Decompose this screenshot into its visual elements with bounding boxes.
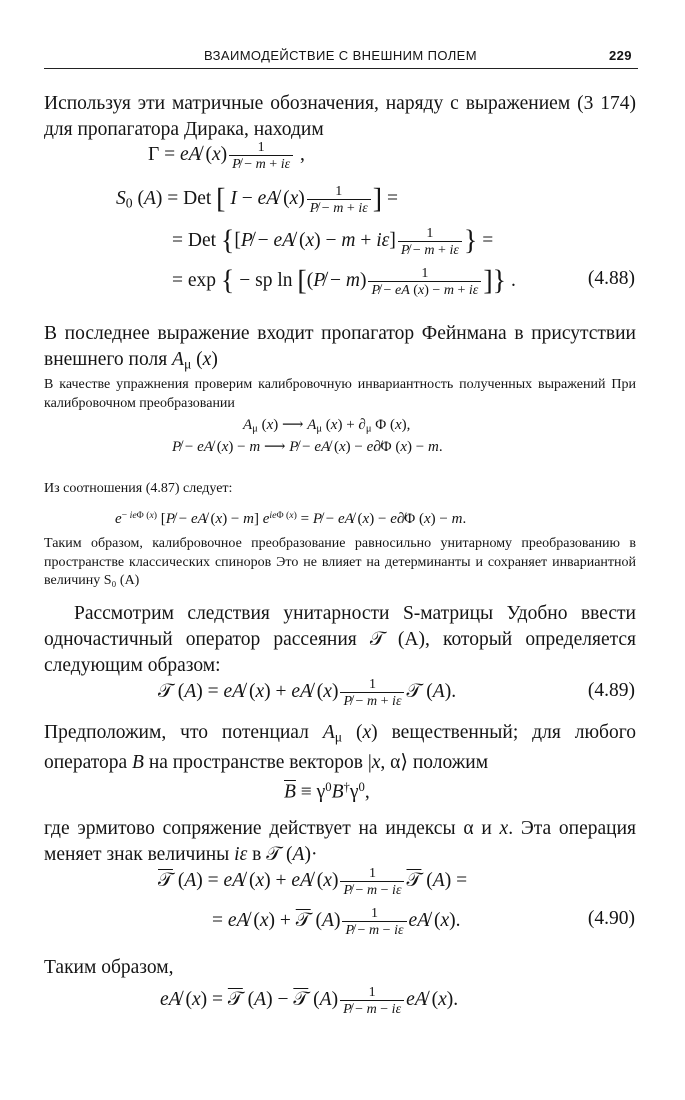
equation-gauge-line1: $A_\mu$ (x) ⟶ $A_\mu$ $(x) + \partial_\mu$ Φ (x),: [243, 417, 411, 435]
equation-gauge-relation: $e^{- ie\Phi (x)}$ [P̸ − eA̸ (x) − m] $e^{ie\Phi (x)}$ = P̸ − eA̸ (x) − e∂̸Φ (x) − m.: [115, 510, 467, 527]
equation-t-bar-line2: = eA̸ (x) + 𝒯 (A) $\frac{1}{P̸ - m - i\varepsilon}$ eA̸ (x).: [212, 905, 461, 938]
equation-b-bar: $\overline{B} \equiv \gamma^0B^\dagger\gamma^0$,: [284, 780, 370, 803]
equation-t-bar-line1: 𝒯 (A) = eA̸ (x) + eA̸ (x) $\frac{1}{P̸ - m - i\varepsilon}$ 𝒯 (A) =: [158, 865, 468, 898]
small-paragraph-3: Таким образом, калибровочное преобразование равносильно унитарному преобразованию в пространстве классических спиноров Это не влияет на детерминанты и сохраняет инвариантной величину S₀ (A): [44, 536, 636, 588]
equation-gauge-line2: P̸ − eA̸ (x) − m ⟶ P̸ − eA̸ (x) − e∂̸Φ (x) − m.: [172, 439, 443, 455]
paragraph-3: Рассмотрим следствия унитарности S-матрицы Удобно ввести одночастичный оператор рассеяния 𝒯 (A), который определяется следующим образом:: [44, 603, 636, 676]
small-paragraph-2: Из соотношения (4.87) следует:: [44, 481, 233, 496]
equation-s0-line3: = exp { − sp ln [(P̸ − m) $\frac{1}{P̸ - eA (x) - m + i\varepsilon}$ ]} .: [172, 265, 516, 298]
equation-tag-4-90: (4.90): [587, 908, 635, 929]
small-paragraph-1: В качестве упражнения проверим калибровочную инвариантность полученных выражений При калибровочном преобразовании: [44, 377, 636, 411]
paragraph-6: Таким образом,: [44, 957, 174, 978]
page-number: 229: [609, 48, 632, 63]
paragraph-1: Используя эти матричные обозначения, наряду с выражением (3 174) для пропагатора Дирака, находим: [44, 93, 636, 140]
paragraph-4: Предположим, что потенциал $A_\mu$ (x) вещественный; для любого оператора B на пространстве векторов |x, α⟩ положим: [44, 722, 636, 774]
equation-tag-4-88: (4.88): [587, 268, 635, 289]
equation-s0-line1: $S_0$ (A) = Det [ I − eA̸ (x) $\frac{1}{P̸ - m + i\varepsilon}$ ] =: [116, 183, 398, 216]
equation-s0-line2: = Det {[P̸ − eA̸ (x) − m + iε] $\frac{1}{P̸ - m + i\varepsilon}$ } =: [172, 225, 494, 258]
equation-gamma: Γ = eA̸ (x) $\frac{1}{P̸ - m + i\varepsilon}$ ,: [148, 139, 305, 172]
running-header: ВЗАИМОДЕЙСТВИЕ С ВНЕШНИМ ПОЛЕМ: [204, 48, 477, 63]
header-rule: [44, 68, 638, 69]
equation-final: eA̸ (x) = 𝒯 (A) − 𝒯 (A) $\frac{1}{P̸ - m - i\varepsilon}$ eA̸ (x).: [160, 984, 459, 1017]
equation-tag-4-89: (4.89): [587, 680, 635, 701]
paragraph-2: В последнее выражение входит пропагатор Фейнмана в присутствии внешнего поля $A_\mu$ (x): [44, 323, 636, 372]
equation-t-definition: 𝒯 (A) = eA̸ (x) + eA̸ (x) $\frac{1}{P̸ - m + i\varepsilon}$ 𝒯 (A).: [158, 676, 457, 709]
paragraph-5: где эрмитово сопряжение действует на индексы α и x. Эта операция меняет знак величины iε в 𝒯 (A)·: [44, 818, 637, 865]
